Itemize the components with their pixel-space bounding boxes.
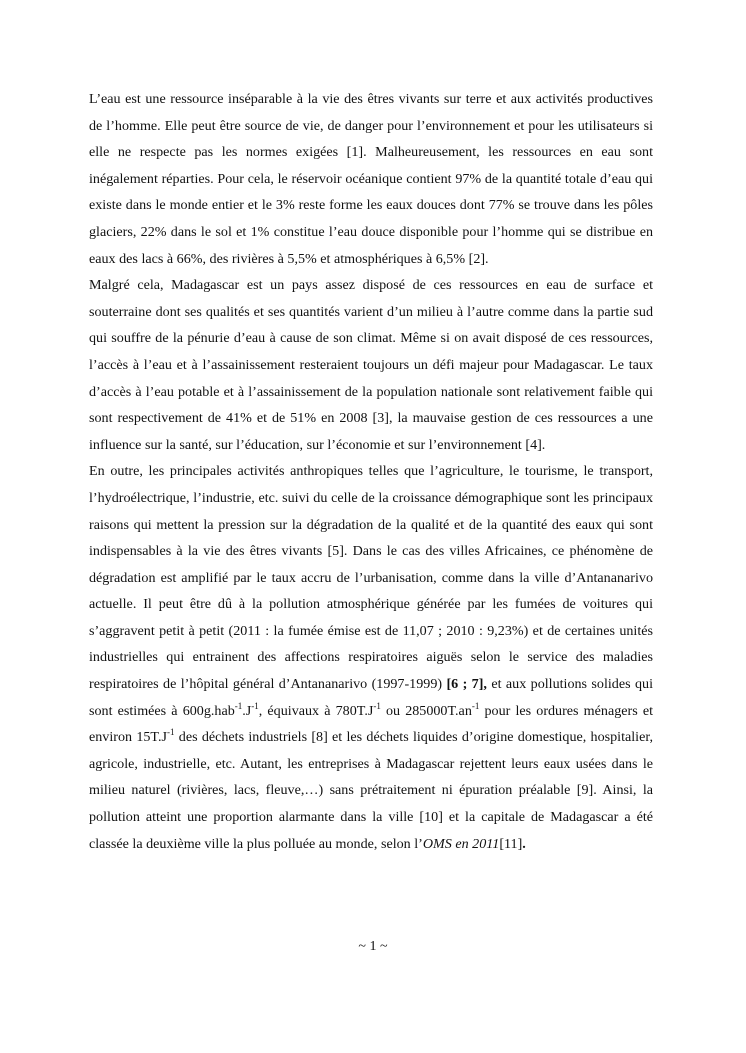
final-period: . [522, 835, 526, 852]
text-run: des déchets industriels [8] et les déchets liquides d’origine domestique, hospitalier, agricole, industrielle, etc. Autant, les entreprises à Madagascar rejettent leurs eaux usées dans le milieu naturel (rivières, lacs, fleuve,…) sans prétraitement ni épuration préalable [9]. Ainsi, la pollution atteint une proportion alarmante dans la ville [10] et la capitale de Madagascar a été classée la deuxième ville la plus polluée au monde, selon l’ [89, 729, 653, 852]
text-run: pour les ordures ménagers et environ 15T.J [89, 702, 653, 746]
paragraph-madagascar-resources: Malgré cela, Madagascar est un pays assez disposé de ces ressources en eau de surface et souterraine dont ses qualités et ses quantités varient d’un milieu à l’autre comme dans la partie sud qui souffre de la pénurie d’eau à cause de son climat. Même si on avait disposé de ces ressources, l’accès à l’eau et à l’assainissement resteraient toujours un défi majeur pour Madagascar. Le taux d’accès à l’eau potable et à l’assainissement de la population nationale sont relativement faible qui sont respectivement de 41% et de 51% en 2008 [3], la mauvaise gestion de ces ressources a une influence sur la santé, sur l’éducation, sur l’économie et sur l’environnement [4]. [89, 277, 653, 453]
exponent: -1 [251, 700, 259, 711]
exponent: -1 [234, 700, 243, 711]
text-run: [11] [499, 835, 523, 852]
exponent: -1 [373, 700, 381, 711]
paragraph-water-resources: L’eau est une ressource inséparable à la vie des êtres vivants sur terre et aux activités productives de l’homme. Elle peut être source de vie, de danger pour l’environnement et pour les utilisateurs si elle ne respecte pas les normes exigées [1]. Malheureusement, les ressources en eau sont inégalement réparties. Pour cela, le réservoir océanique contient 97% de la quantité totale d’eau qui existe dans le monde entier et le 3% reste forme les eaux douces dont 77% se trouve dans les pôles glaciers, 22% dans le sol et 1% constitue l’eau douce disponible pour l’homme qui se distribue en eaux des lacs à 66%, des rivières à 5,5% et atmosphériques à 6,5% [2]. [89, 91, 653, 267]
document-body [89, 86, 653, 857]
paragraph-pollution [89, 458, 653, 857]
text-run: En outre, les principales activités anthropiques telles que l’agriculture, le tourisme, le transport, l’hydroélectrique, l’industrie, etc. suivi du celle de la croissance démographique sont les principaux raisons qui mettent la pression sur la dégradation de la qualité et de la quantité des eaux qui sont indispensables à la vie des êtres vivants [5]. Dans le cas des villes Africaines, ce phénomène de dégradation est amplifié par le taux accru de l’urbanisation, comme dans la ville d’Antananarivo actuelle. Il peut être dû à la pollution atmosphérique générée par les fumées de voitures qui s’aggravent petit à petit (2011 : la fumée émise est de 11,07 ; 2010 : 9,23%) et de certaines unités industrielles qui entrainent des affections respiratoires aiguës selon le service des maladies respiratoires de l’hôpital général d’Antananarivo (1997-1999) [89, 463, 653, 693]
text-run: et aux pollutions solides qui sont estimées à 600g.hab [89, 676, 653, 719]
oms-reference-italic: OMS en 2011 [422, 835, 500, 852]
text-run: .J [242, 702, 252, 719]
page-number: ~ 1 ~ [358, 939, 388, 954]
citation-bold: [6 ; 7], [446, 676, 487, 693]
text-run: ou 285000T.an [380, 702, 472, 719]
exponent: -1 [167, 727, 175, 738]
exponent: -1 [471, 700, 480, 711]
text-run: , équivaux à 780T.J [258, 702, 374, 719]
